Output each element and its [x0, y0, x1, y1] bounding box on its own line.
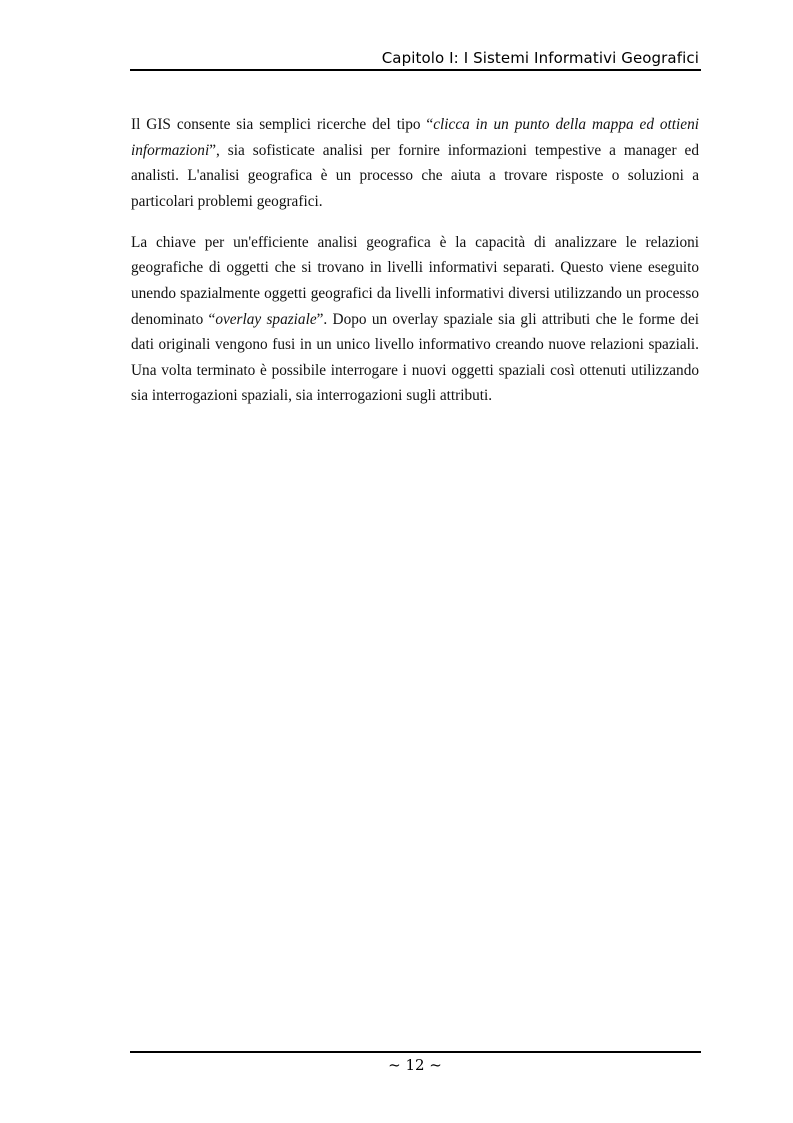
paragraph-2-text: La chiave per un'efficiente analisi geografica è la capacità di analizzare le relazioni geografiche di oggetti che si trovano in livelli informativi separati. Questo viene eseguito unendo spazialmente oggetti geografici da livelli informativi diversi utilizzando un processo denominato “	[131, 233, 699, 328]
chapter-header-title: Capitolo I: I Sistemi Informativi Geografici	[381, 49, 699, 67]
page-number: ~ 12 ~	[388, 1056, 442, 1074]
footer-divider	[130, 1051, 701, 1053]
paragraph-1	[131, 112, 699, 214]
paragraph-2-italic-term: overlay spaziale	[215, 310, 317, 328]
paragraph-1-text-cont: ”, sia sofisticate analisi per fornire informazioni tempestive a manager ed analisti. L'analisi geografica è un processo che aiuta a trovare risposte o soluzioni a particolari problemi geografici.	[131, 141, 699, 210]
document-body	[131, 112, 699, 424]
paragraph-2-text-cont: ”. Dopo un overlay spaziale sia gli attributi che le forme dei dati originali vengono fusi in un unico livello informativo creando nuove relazioni spaziali. Una volta terminato è possibile interrogare i nuovi oggetti spaziali così ottenuti utilizzando sia interrogazioni spaziali, sia interrogazioni sugli attributi.	[131, 310, 699, 405]
paragraph-1-italic-quote: clicca in un punto della mappa ed ottieni informazioni	[131, 116, 699, 159]
header-divider	[130, 69, 701, 71]
paragraph-1-text: Il GIS consente sia semplici ricerche del tipo “	[131, 116, 434, 133]
paragraph-2	[131, 230, 699, 409]
